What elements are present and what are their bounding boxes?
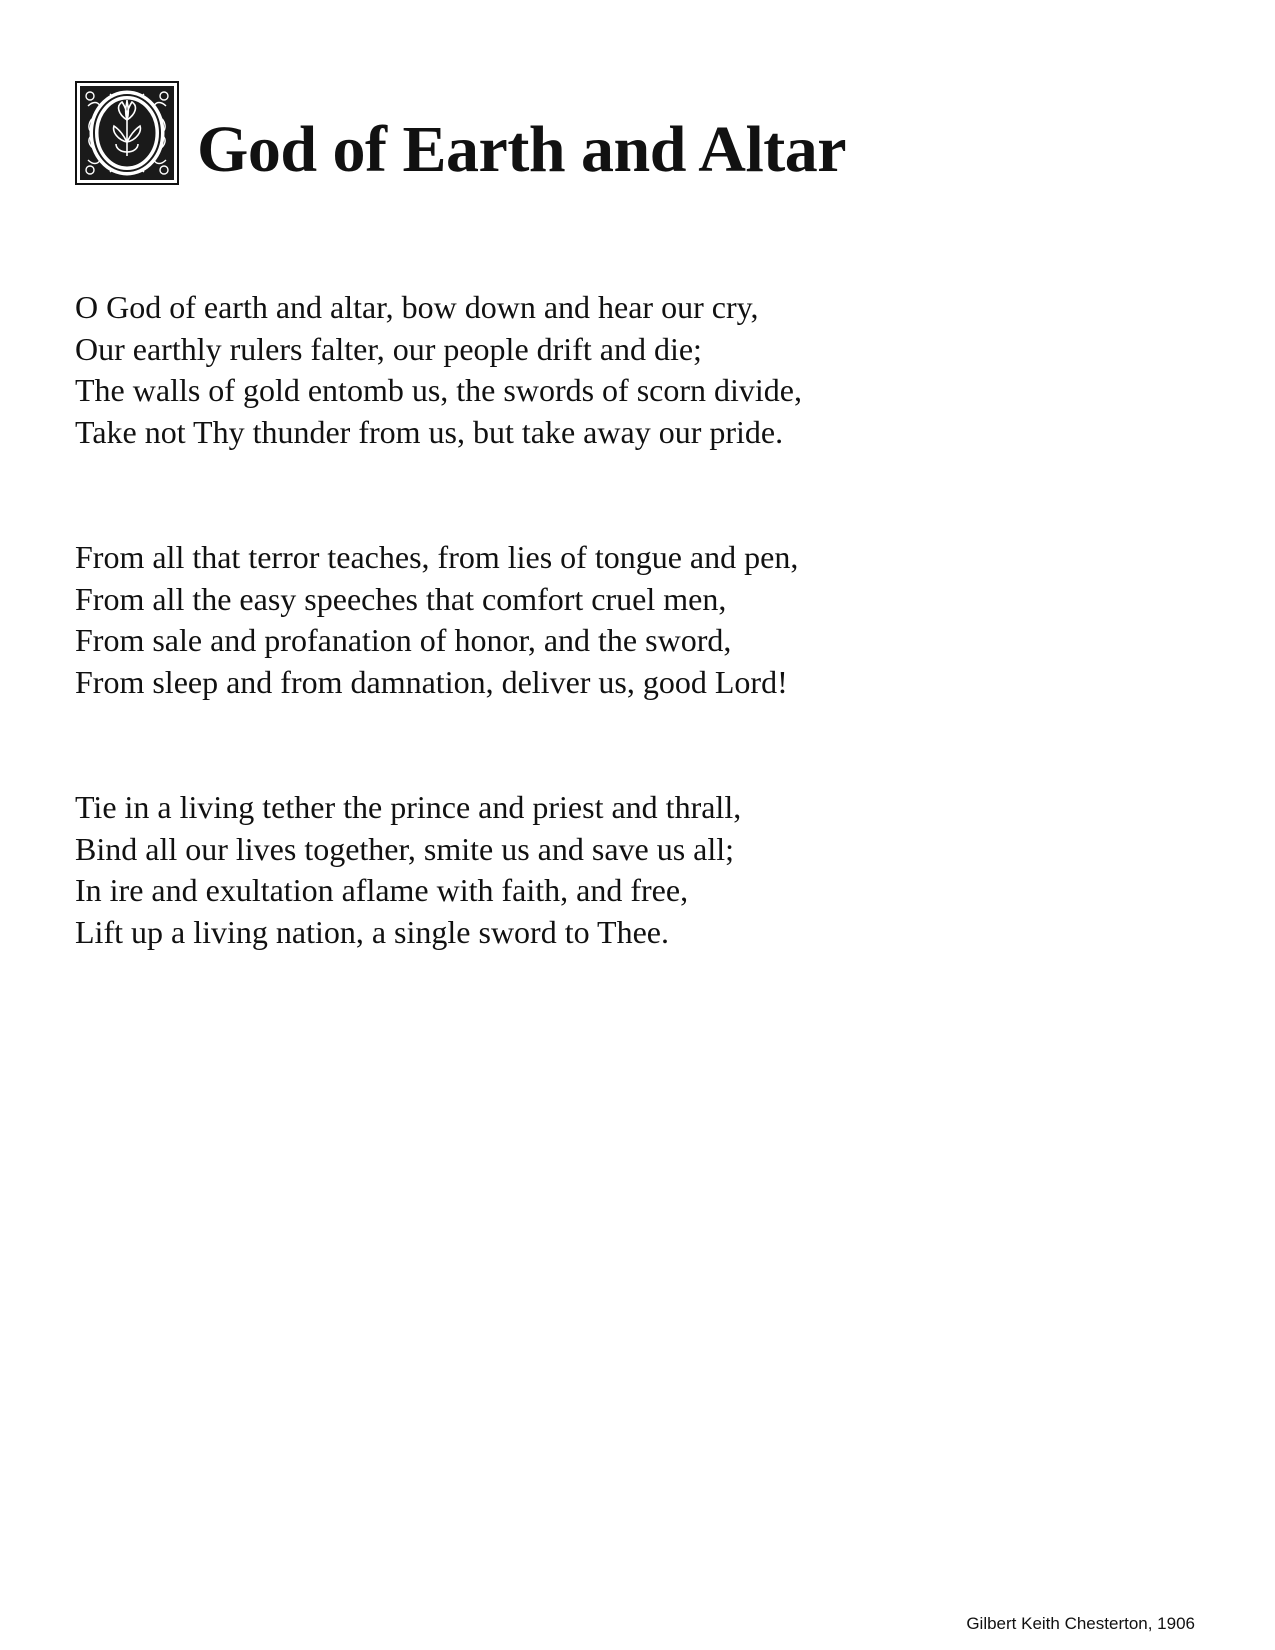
poem-line: From all the easy speeches that comfort cruel men, — [75, 580, 727, 617]
poem-line: From sale and profanation of honor, and the sword, — [75, 622, 732, 658]
poem-line: Bind all our lives together, smite us and save us all; — [75, 830, 735, 867]
poem-line: Our earthly rulers falter, our people drift and die; — [75, 330, 702, 367]
poem-line: The walls of gold entomb us, the swords of scorn divide, — [75, 372, 802, 408]
ornamental-initial-o-icon — [80, 86, 174, 180]
stanza-2 — [75, 537, 1075, 703]
title-heading — [75, 75, 846, 185]
poem-line: From sleep and from damnation, deliver us, good Lord! — [75, 663, 788, 700]
author-attribution: Gilbert Keith Chesterton, 1906 — [966, 1614, 1195, 1633]
poem-body — [75, 287, 1075, 1037]
poem-line: In ire and exultation aflame with faith, and free, — [75, 872, 689, 908]
stanza-1 — [75, 287, 1075, 453]
poem-line: Tie in a living tether the prince and priest and thrall, — [75, 789, 742, 825]
poem-line: From all that terror teaches, from lies of tongue and pen, — [75, 539, 799, 575]
poem-line: Lift up a living nation, a single sword to Thee. — [75, 913, 669, 950]
page-title: God of Earth and Altar — [197, 113, 847, 186]
ornamental-initial-o — [75, 81, 179, 185]
poem-line: Take not Thy thunder from us, but take away our pride. — [75, 413, 784, 450]
stanza-3 — [75, 787, 1075, 953]
poem-line: O God of earth and altar, bow down and hear our cry, — [75, 289, 759, 325]
